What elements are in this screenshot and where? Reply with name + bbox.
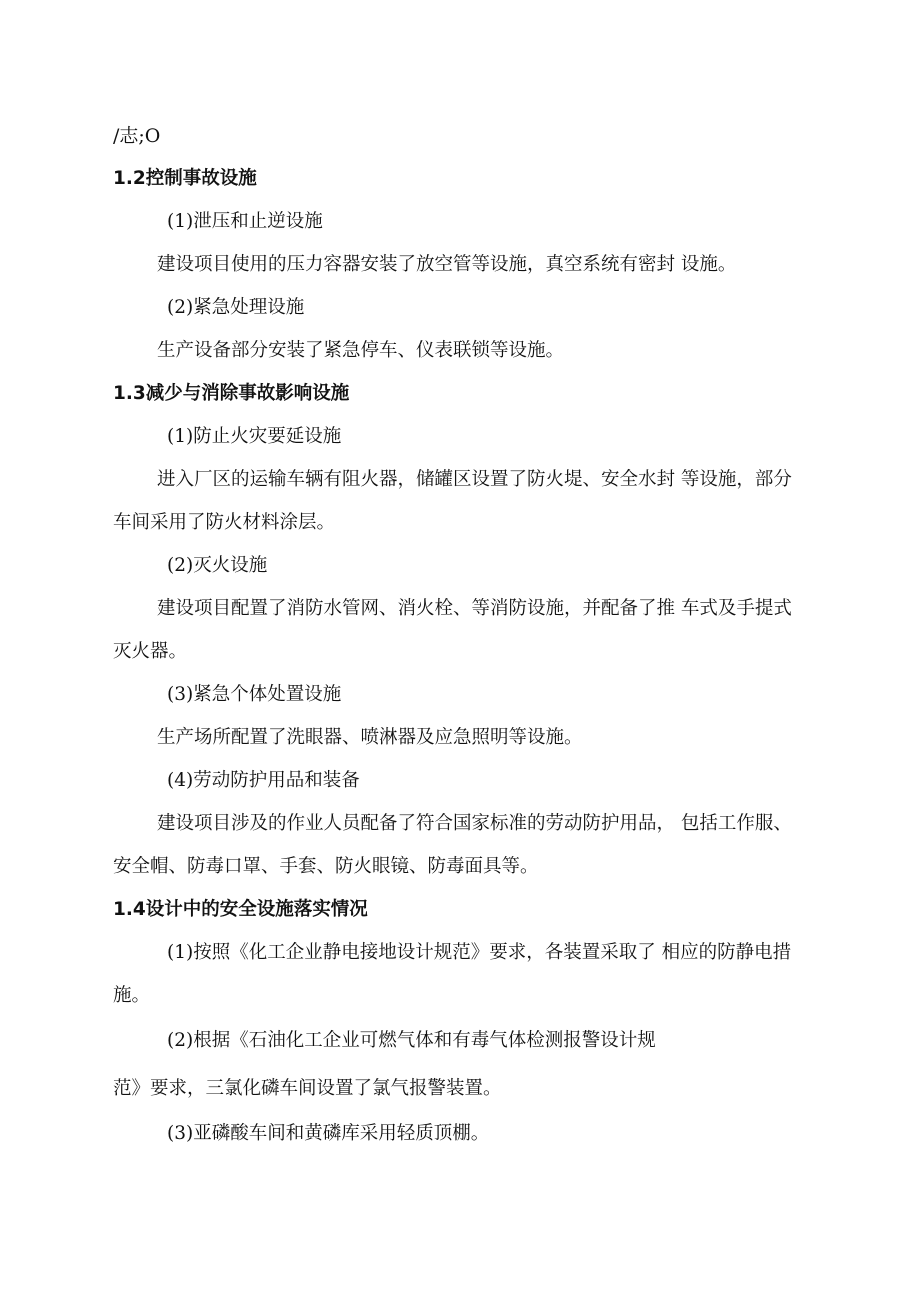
list-item: (3)亚磷酸车间和黄磷库采用轻质顶棚。 — [167, 1123, 490, 1144]
section-heading-1-4: 1.4设计中的安全设施落实情况 — [113, 899, 368, 920]
paragraph-line: 范》要求，三氯化磷车间设置了氯气报警装置。 — [113, 1078, 502, 1099]
paragraph-line: 进入厂区的运输车辆有阻火器，储罐区设置了防火堤、安全水封 等设施，部分 — [157, 469, 792, 490]
stray-text: /志;O — [113, 125, 161, 147]
subheading-fire-prevention: (1)防止火灾要延设施 — [167, 426, 342, 447]
paragraph-line: 建设项目使用的压力容器安装了放空管等设施，真空系统有密封 设施。 — [157, 254, 737, 275]
paragraph-line: 车间采用了防火材料涂层。 — [113, 512, 336, 533]
paragraph-line: 生产场所配置了洗眼器、喷淋器及应急照明等设施。 — [157, 727, 583, 748]
paragraph-line: 灭火器。 — [113, 641, 188, 662]
paragraph-line: 生产设备部分安装了紧急停车、仪表联锁等设施。 — [157, 340, 565, 361]
subheading-emergency-handling: (2)紧急处理设施 — [167, 297, 305, 318]
subheading-protective-equipment: (4)劳动防护用品和装备 — [167, 770, 360, 791]
paragraph-line: 施。 — [113, 985, 151, 1006]
paragraph-line: 建设项目配置了消防水管网、消火栓、等消防设施，并配备了推 车式及手提式 — [157, 598, 792, 619]
paragraph-line: 安全帽、防毒口罩、手套、防火眼镜、防毒面具等。 — [113, 856, 539, 877]
section-heading-1-3: 1.3减少与消除事故影响设施 — [113, 383, 350, 404]
section-heading-1-2: 1.2控制事故设施 — [113, 168, 257, 189]
subheading-emergency-individual: (3)紧急个体处置设施 — [167, 684, 342, 705]
subheading-fire-extinguishing: (2)灭火设施 — [167, 555, 268, 576]
list-item: (2)根据《石油化工企业可燃气体和有毒气体检测报警设计规 — [167, 1030, 656, 1051]
subheading-pressure-relief: (1)泄压和止逆设施 — [167, 211, 323, 232]
paragraph-line: 建设项目涉及的作业人员配备了符合国家标准的劳动防护用品， 包括工作服、 — [157, 813, 792, 834]
list-item: (1)按照《化工企业静电接地设计规范》要求，各装置采取了 相应的防静电措 — [167, 942, 792, 963]
